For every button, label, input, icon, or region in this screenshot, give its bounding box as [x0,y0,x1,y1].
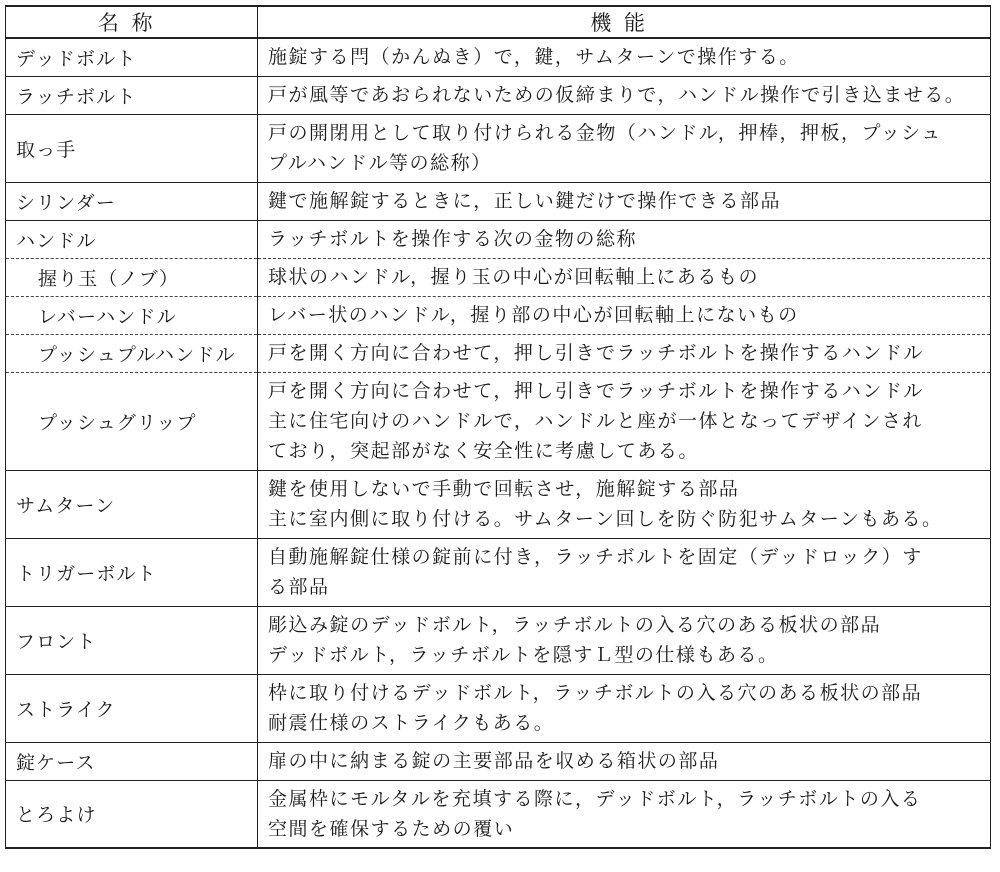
header-row [6,6,991,38]
function-line: 彫込み錠のデッドボルト，ラッチボルトの入る穴のある板状の部品 [268,614,882,636]
function-line: 球状のハンドル，握り玉の中心が回転軸上にあるもの [268,266,759,288]
function-line: 空間を確保するための覆い [268,817,515,840]
part-name: 握り玉（ノブ） [6,258,258,296]
function-line: 鍵を使用しないで手動で回転させ，施解錠する部品 [268,478,740,500]
part-name: 取っ手 [6,114,258,182]
function-line: 鍵で施解錠するときに，正しい鍵だけで操作できる部品 [268,190,782,212]
function-line: レバー状のハンドル，握り部の中心が回転軸上にないもの [268,304,799,326]
table-body [6,38,991,848]
part-function [258,182,991,220]
function-line: 扉の中に納まる錠の主要部品を収める箱状の部品 [268,750,720,772]
part-name: プッシュグリップ [6,372,258,470]
function-line: 戸が風等であおられないための仮締まりで，ハンドル操作で引き込ませる。 [268,84,966,106]
function-line: 枠に取り付けるデッドボルト，ラッチボルトの入る穴のある板状の部品 [268,682,923,704]
function-column-header: 機能 [258,6,991,38]
part-name: とろよけ [6,780,258,848]
part-function [258,334,991,372]
table-row [6,538,991,606]
table-row [6,372,991,470]
part-name: デッドボルト [6,38,258,76]
part-name: ラッチボルト [6,76,258,114]
table-row [6,334,991,372]
function-line: 戸を開く方向に合わせて，押し引きでラッチボルトを操作するハンドル [268,380,924,402]
part-function [258,372,991,470]
function-line: デッドボルト，ラッチボルトを隠すＬ型の仕様もある。 [268,644,779,666]
part-name: トリガーボルト [6,538,258,606]
function-line: ラッチボルトを操作する次の金物の総称 [268,228,637,250]
table-row [6,182,991,220]
function-line: 戸を開く方向に合わせて，押し引きでラッチボルトを操作するハンドル [268,342,924,364]
function-line: 主に住宅向けのハンドルで，ハンドルと座が一体となってデザインされ [268,410,923,432]
function-line: 金属枠にモルタルを充填する際に，デッドボルト，ラッチボルトの入る [268,787,922,810]
function-line: ており，突起部がなく安全性に考慮してある。 [268,440,699,462]
function-line: 戸の開閉用として取り付けられる金物（ハンドル，押棒，押板，プッシュ [268,122,942,144]
part-function [258,38,991,76]
part-function [258,780,991,848]
function-line: 耐震仕様のストライクもある。 [268,712,555,734]
part-function [258,220,991,258]
part-function [258,76,991,114]
table-row [6,220,991,258]
part-name: プッシュプルハンドル [6,334,258,372]
table-row [6,38,991,76]
part-function [258,258,991,296]
table-row [6,114,991,182]
part-function [258,538,991,606]
part-function [258,674,991,742]
part-function [258,296,991,334]
table-row [6,780,991,848]
part-function [258,470,991,538]
table-row [6,470,991,538]
name-column-header: 名称 [6,6,258,38]
part-name: ハンドル [6,220,258,258]
part-name: フロント [6,606,258,674]
part-name: シリンダー [6,182,258,220]
function-line: る部品 [268,576,330,598]
table-row [6,742,991,780]
table-row [6,296,991,334]
table-row [6,674,991,742]
part-name: ストライク [6,674,258,742]
part-function [258,606,991,674]
function-line: 自動施解錠仕様の錠前に付き，ラッチボルトを固定（デッドロック）す [268,546,923,568]
part-name: レバーハンドル [6,296,258,334]
lock-parts-table [5,5,991,849]
table-row [6,258,991,296]
function-line: 施錠する閂（かんぬき）で，鍵，サムターンで操作する。 [268,46,800,69]
function-line: プルハンドル等の総称） [268,152,492,174]
part-function [258,114,991,182]
table-row [6,606,991,674]
table-row [6,76,991,114]
function-line: 主に室内側に取り付ける。サムターン回しを防ぐ防犯サムターンもある。 [268,508,943,530]
part-name: サムターン [6,470,258,538]
part-function [258,742,991,780]
part-name: 錠ケース [6,742,258,780]
